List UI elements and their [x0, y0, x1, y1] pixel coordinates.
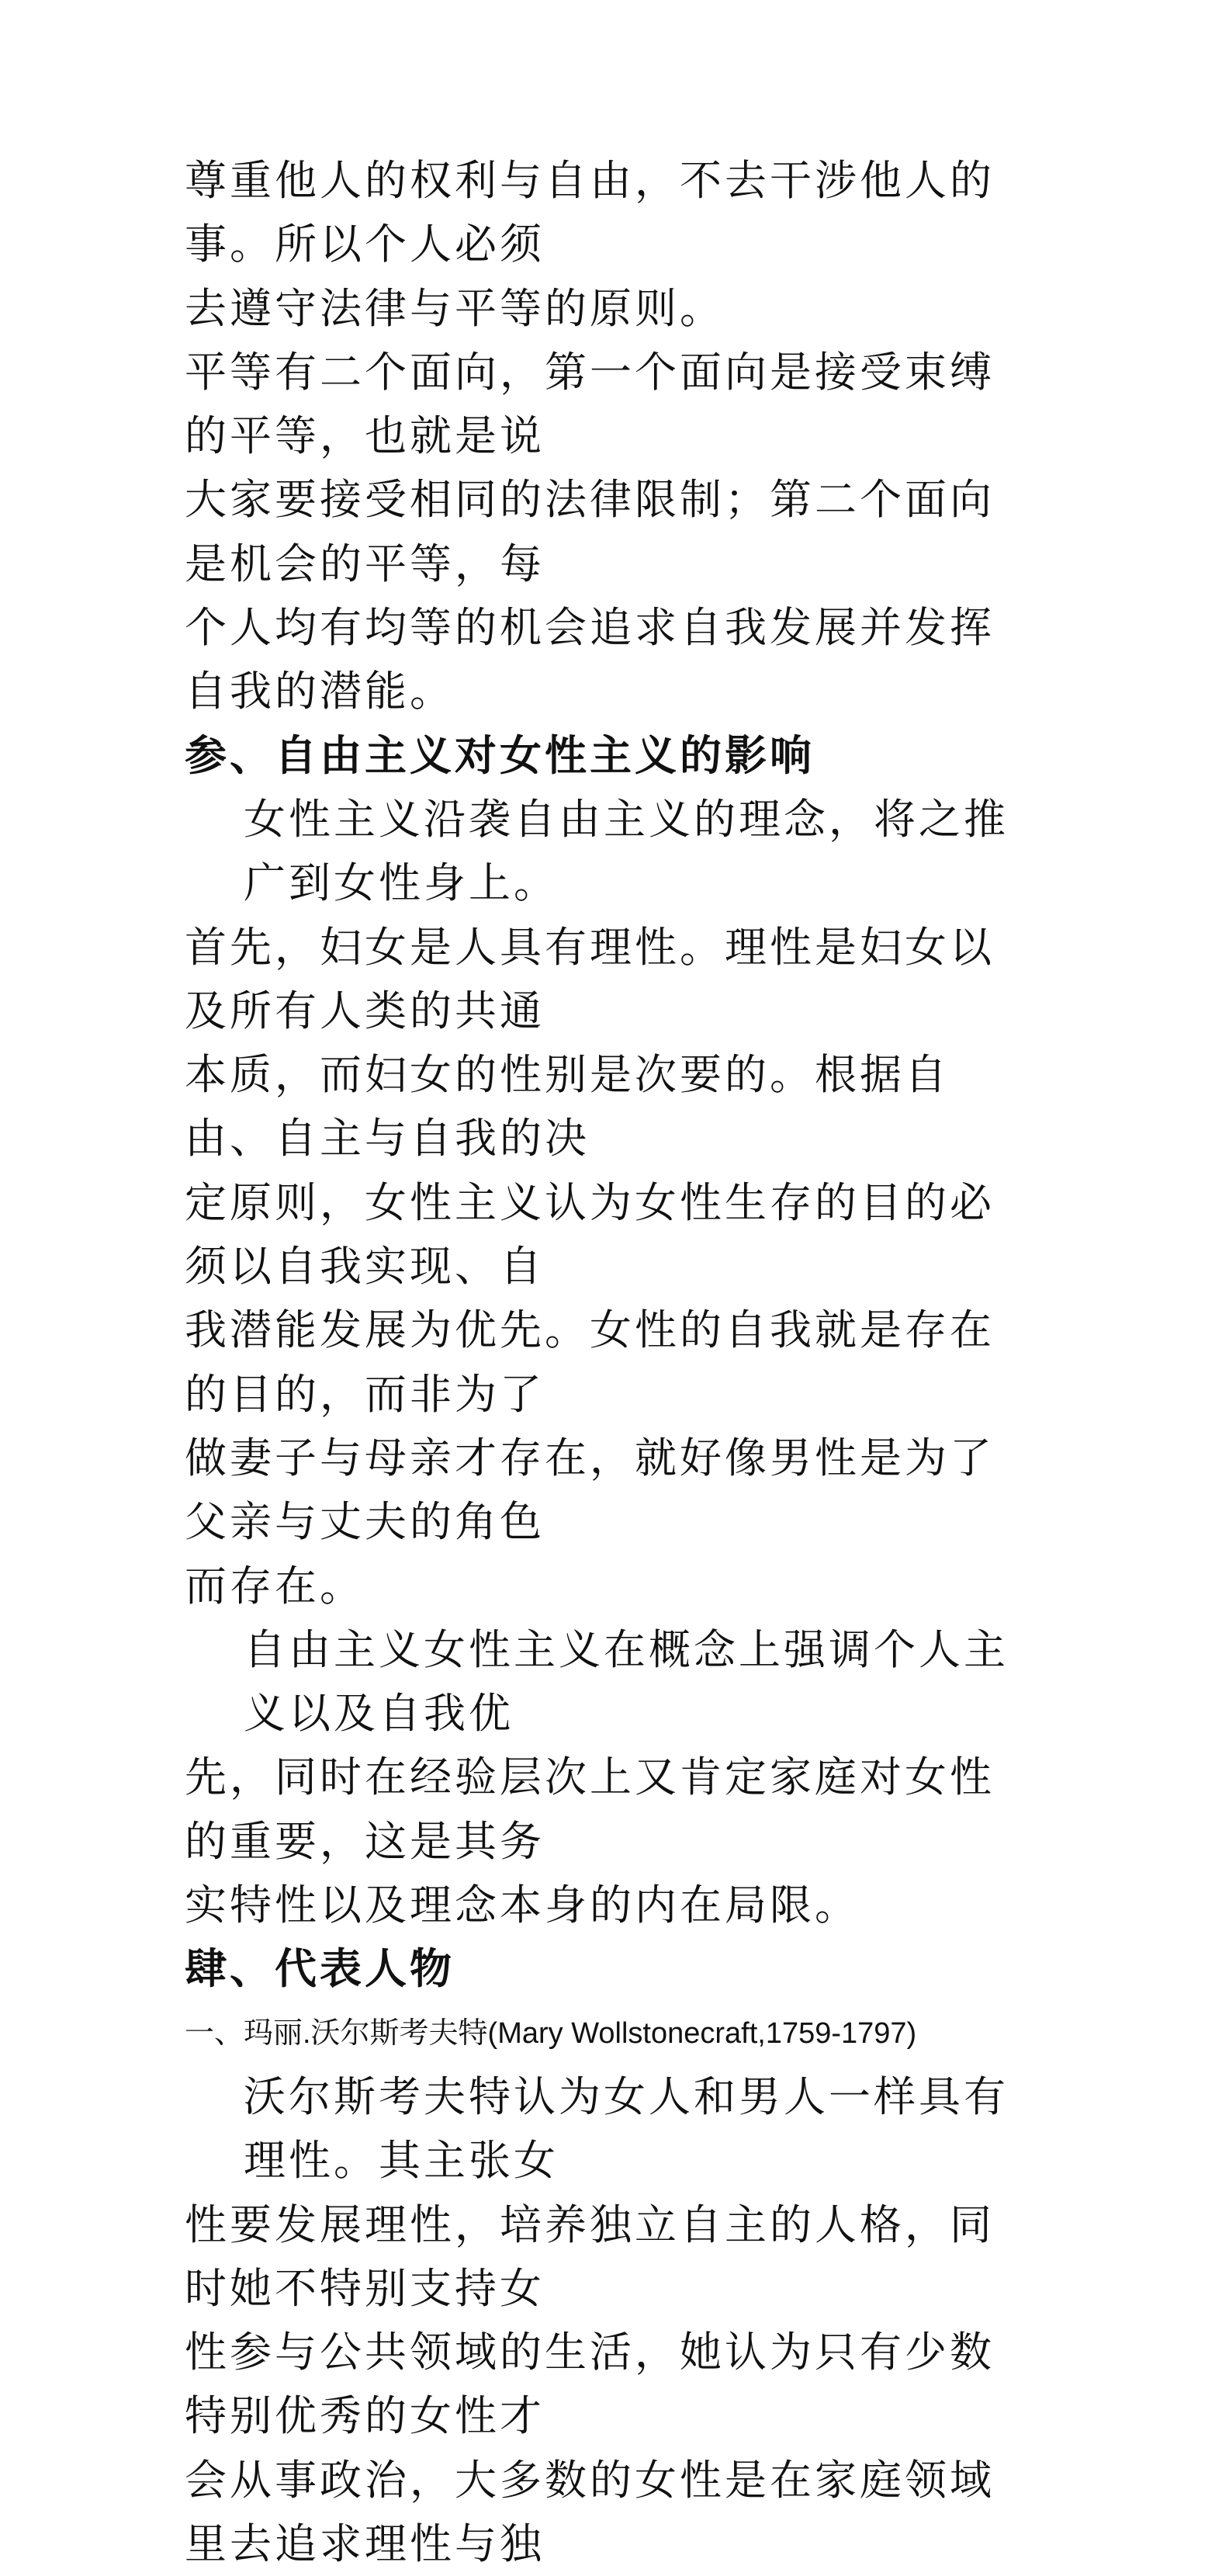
text-line: 尊重他人的权利与自由，不去干涉他人的事。所以个人必须 [185, 156, 995, 269]
text-line: 首先，妇女是人具有理性。理性是妇女以及所有人类的共通 [185, 922, 995, 1035]
text-line: 自由主义女性主义在概念上强调个人主义以及自我优 [244, 1624, 1009, 1739]
text-line: 平等有二个面向，第一个面向是接受束缚的平等，也就是说 [185, 347, 995, 461]
text-line: 沃尔斯考夫特认为女人和男人一样具有理性。其主张女 [244, 2072, 1009, 2186]
text-line: 我潜能发展为优先。女性的自我就是存在的目的，而非为了 [185, 1305, 995, 1419]
text-line: 本质，而妇女的性别是次要的。根据自由、自主与自我的决 [185, 1050, 950, 1163]
text-line: 个人均有均等的机会追求自我发展并发挥自我的潜能。 [185, 603, 995, 716]
text-line: 去遵守法律与平等的原则。 [185, 283, 725, 333]
text-line: 女性主义沿袭自由主义的理念，将之推广到女性身上。 [244, 794, 1009, 908]
text-line: 性要发展理性，培养独立自主的人格，同时她不特别支持女 [185, 2200, 995, 2313]
text-line: 做妻子与母亲才存在，就好像男性是为了父亲与丈夫的角色 [185, 1433, 995, 1547]
document-page [185, 149, 1034, 2576]
text-line: 而存在。 [185, 1561, 365, 1610]
text-line: 一、玛丽.沃尔斯考夫特(Mary Wollstonecraft,1759-1797) [185, 2016, 917, 2050]
text-line: 定原则，女性主义认为女性生存的目的必须以自我实现、自 [185, 1177, 995, 1291]
text-line: 先，同时在经验层次上又肯定家庭对女性的重要，这是其务 [185, 1753, 995, 1866]
section-heading: 肆、代表人物 [185, 1944, 455, 1994]
text-line: 大家要接受相同的法律限制；第二个面向是机会的平等，每 [185, 475, 995, 588]
text-line: 会从事政治，大多数的女性是在家庭领域里去追求理性与独 [185, 2455, 995, 2568]
text-line: 性参与公共领域的生活，她认为只有少数特别优秀的女性才 [185, 2328, 995, 2441]
section-heading: 参、自由主义对女性主义的影响 [185, 730, 815, 780]
text-line: 实特性以及理念本身的内在局限。 [185, 1881, 860, 1930]
